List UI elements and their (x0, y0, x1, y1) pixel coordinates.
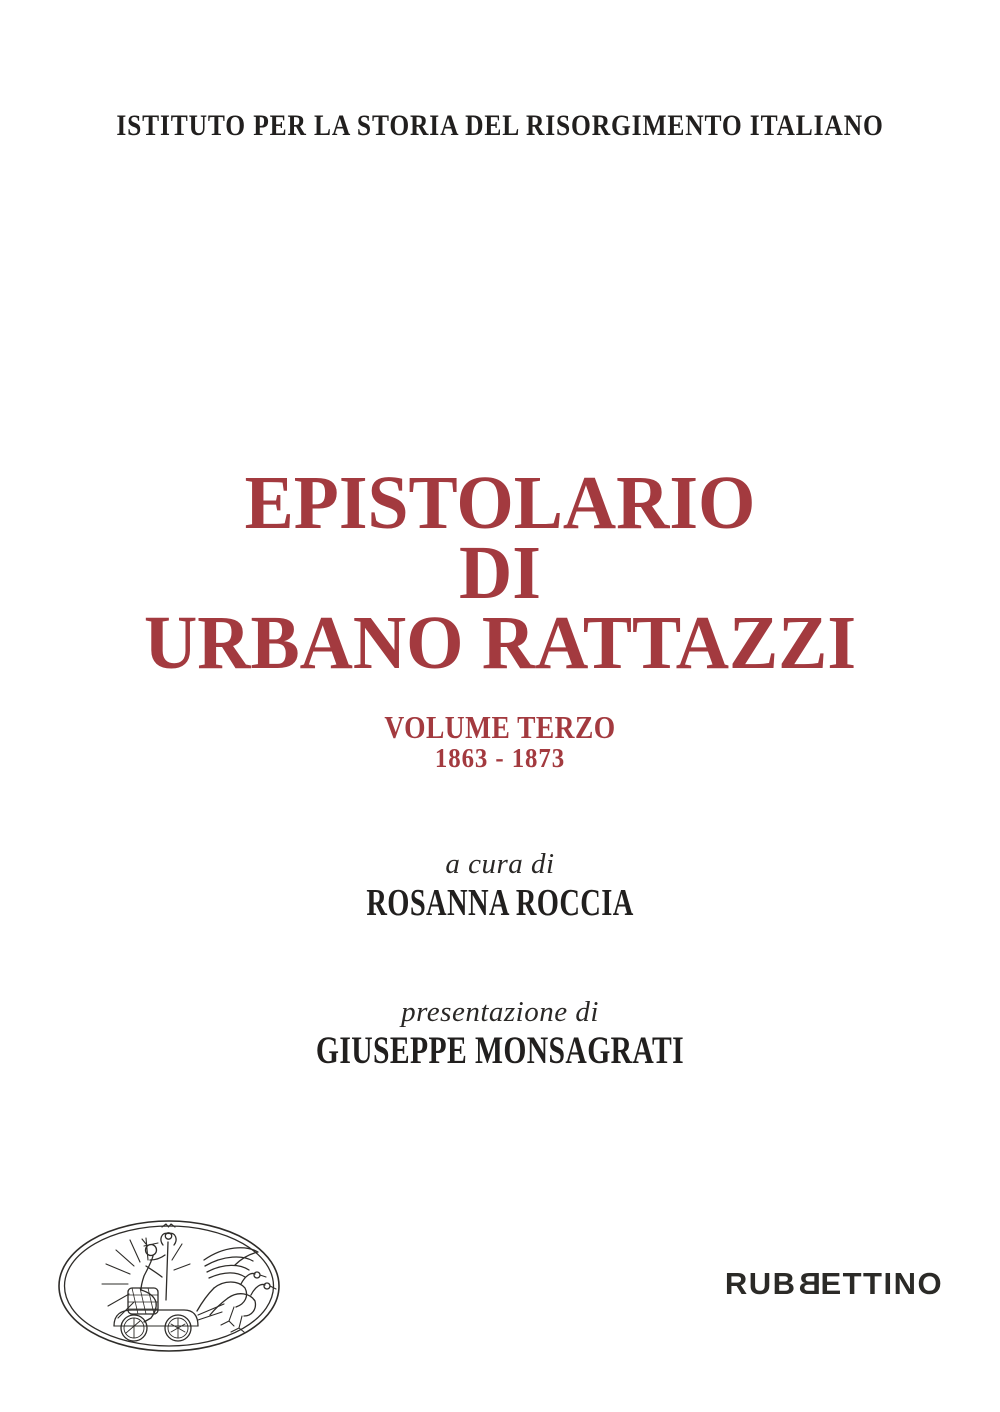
mercury-chariot-icon (56, 1218, 282, 1354)
wordmark-mirrored-b: B (796, 1266, 821, 1301)
presenter-role-label: presentazione di (401, 996, 599, 1028)
years-range: 1863 - 1873 (434, 743, 566, 773)
book-title (0, 461, 1000, 685)
institute-emblem (56, 1218, 282, 1354)
title-line-1: EPISTOLARIO (244, 461, 756, 545)
editor-name: ROSANNA ROCCIA (366, 882, 634, 924)
wordmark-part-1: RUB (724, 1266, 797, 1301)
volume-label: VOLUME TERZO (384, 709, 616, 745)
institution-header: ISTITUTO PER LA STORIA DEL RISORGIMENTO ITALIANO (116, 109, 884, 142)
publisher-wordmark (718, 1266, 950, 1302)
presenter-name: GIUSEPPE MONSAGRATI (315, 1029, 685, 1072)
title-line-3: URBANO RATTAZZI (143, 601, 857, 685)
editor-role-label: a cura di (445, 848, 555, 880)
wordmark-part-3: ETTINO (820, 1266, 944, 1301)
title-line-2: DI (459, 531, 541, 615)
